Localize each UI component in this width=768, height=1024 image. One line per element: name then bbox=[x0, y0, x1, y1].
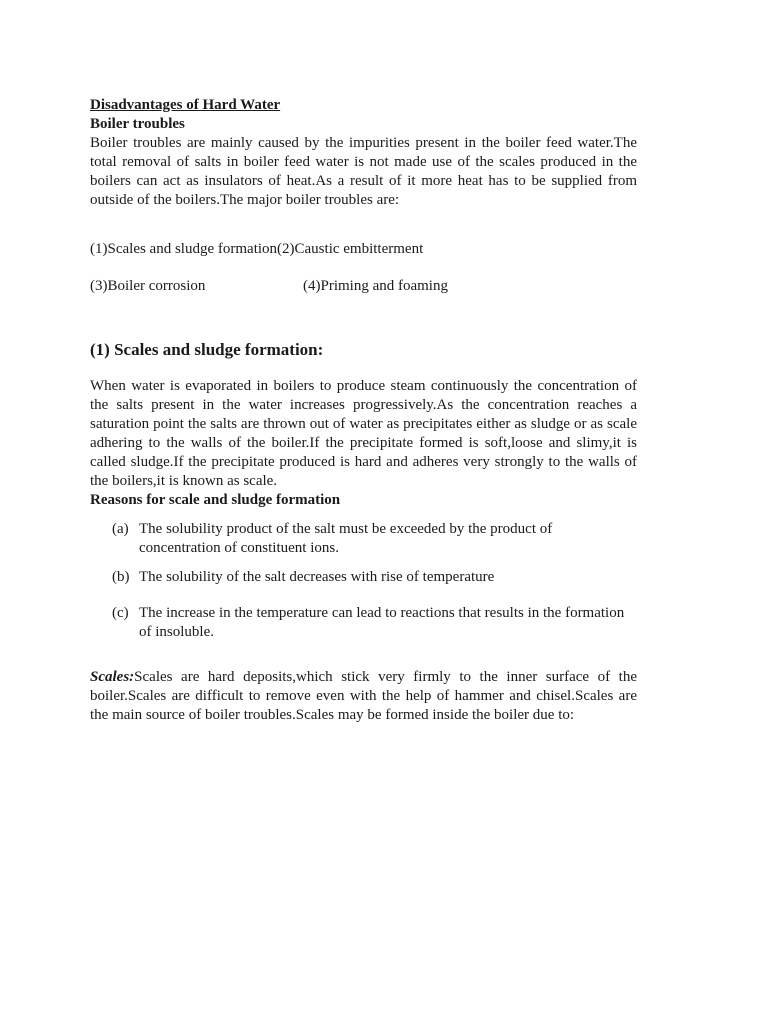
intro-paragraph: Boiler troubles are mainly caused by the impurities present in the boiler feed water.The total removal of salts in boiler feed water is not made use of the scales produced in the boilers can act as insulators of heat.As a result of it more heat has to be supplied from outside of the boilers.The major boiler troubles are: bbox=[90, 135, 637, 208]
reason-item-b bbox=[90, 568, 637, 587]
reason-marker-b: (b) bbox=[112, 569, 130, 585]
subheading-boiler-troubles: Boiler troubles bbox=[90, 116, 185, 132]
reason-marker-c: (c) bbox=[112, 605, 129, 621]
scales-text: Scales are hard deposits,which stick very firmly to the inner surface of the boiler.Scales are difficult to remove even with the help of hammer and chisel.Scales are the main source of boiler troubles.Scales may be formed inside the boiler due to: bbox=[90, 669, 637, 723]
troubles-line-2 bbox=[90, 277, 637, 296]
page-title: Disadvantages of Hard Water bbox=[90, 97, 281, 113]
reason-item-a bbox=[90, 520, 637, 558]
trouble-boiler-corrosion: (3)Boiler corrosion bbox=[90, 278, 206, 294]
section-body-paragraph: When water is evaporated in boilers to produce steam continuously the concentration of the salts present in the water increases progressively.As the concentration reaches a saturation point the salts are thrown out of water as precipitates either as sludge or as scale adhering to the walls of the boiler.If the precipitate formed is soft,loose and slimy,it is called sludge.If the precipitate produced is hard and adheres very strongly to the walls of the boilers,it is known as scale. bbox=[90, 378, 637, 489]
reason-item-c bbox=[90, 604, 637, 642]
troubles-line-1: (1)Scales and sludge formation(2)Caustic embitterment bbox=[90, 241, 424, 257]
reason-text-b: The solubility of the salt decreases with rise of temperature bbox=[139, 569, 495, 585]
trouble-priming-foaming: (4)Priming and foaming bbox=[303, 278, 448, 294]
reason-text-c: The increase in the temperature can lead to reactions that results in the formation of insoluble. bbox=[139, 605, 625, 640]
section-heading-scales-sludge: (1) Scales and sludge formation: bbox=[90, 340, 324, 359]
reasons-heading: Reasons for scale and sludge formation bbox=[90, 492, 341, 508]
reason-marker-a: (a) bbox=[112, 521, 129, 537]
reason-text-a: The solubility product of the salt must be exceeded by the product of concentration of constituent ions. bbox=[139, 521, 553, 556]
scales-paragraph bbox=[90, 668, 637, 725]
scales-label: Scales: bbox=[90, 669, 135, 685]
